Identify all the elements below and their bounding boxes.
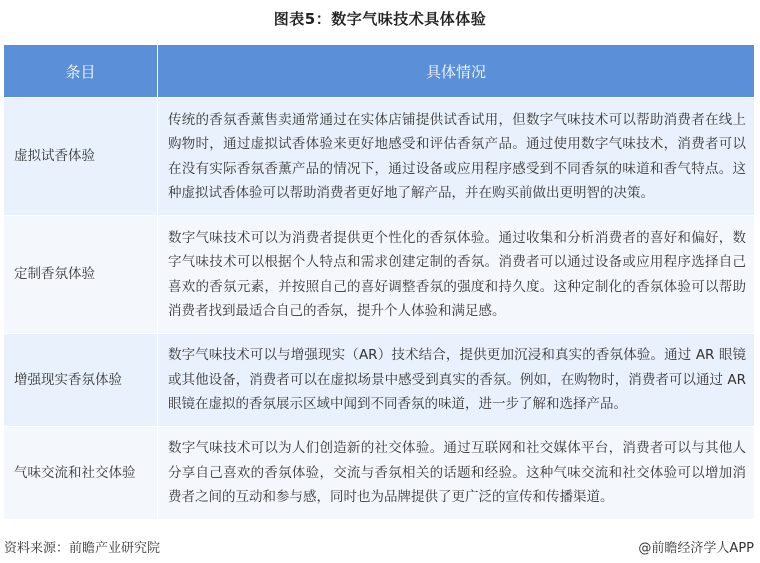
- experience-table: [3, 44, 755, 520]
- row-detail: 数字气味技术可以与增强现实（AR）技术结合，提供更加沉浸和真实的香氛体验。通过 AR 眼镜或其他设备，消费者可以在虚拟场景中感受到真实的香氛。例如，在购物时，消费者可以通过 AR 眼镜在虚拟的香氛展示区域中闻到不同香氛的味道，进一步了解和选择产品。: [158, 334, 755, 427]
- row-detail: 传统的香氛香薰售卖通常通过在实体店铺提供试香试用，但数字气味技术可以帮助消费者在线上购物时，通过虚拟试香体验来更好地感受和评估香氛产品。通过使用数字气味技术，消费者可以在没有实际香氛香薰产品的情况下，通过设备或应用程序感受到不同香氛的味道和香气特点。这种虚拟试香体验可以帮助消费者更好地了解产品，并在购买前做出更明智的决策。: [158, 98, 755, 216]
- row-category: 虚拟试香体验: [4, 98, 158, 216]
- column-header-detail: 具体情况: [158, 45, 755, 98]
- table-row: [4, 334, 755, 427]
- row-detail: 数字气味技术可以为消费者提供更个性化的香氛体验。通过收集和分析消费者的喜好和偏好，数字气味技术可以根据个人特点和需求创建定制的香氛。消费者可以通过设备或应用程序选择自己喜欢的香氛元素，并按照自己的喜好调整香氛的强度和持久度。这种定制化的香氛体验可以帮助消费者找到最适合自己的香氛，提升个人体验和满足感。: [158, 216, 755, 334]
- table-row: [4, 216, 755, 334]
- copyright-note: @前瞻经济学人APP: [638, 541, 754, 556]
- table-header-row: [4, 45, 755, 98]
- row-category: 气味交流和社交体验: [4, 427, 158, 520]
- row-category: 定制香氛体验: [4, 216, 158, 334]
- source-note: 资料来源：前瞻产业研究院: [4, 541, 161, 556]
- row-detail: 数字气味技术可以为人们创造新的社交体验。通过互联网和社交媒体平台，消费者可以与其他人分享自己喜欢的香氛体验，交流与香氛相关的话题和经验。这种气味交流和社交体验可以增加消费者之间的互动和参与感，同时也为品牌提供了更广泛的宣传和传播渠道。: [158, 427, 755, 520]
- chart-title: 图表5：数字气味技术具体体验: [273, 10, 487, 28]
- table-row: [4, 98, 755, 216]
- table-row: [4, 427, 755, 520]
- column-header-item: 条目: [4, 45, 158, 98]
- row-category: 增强现实香氛体验: [4, 334, 158, 427]
